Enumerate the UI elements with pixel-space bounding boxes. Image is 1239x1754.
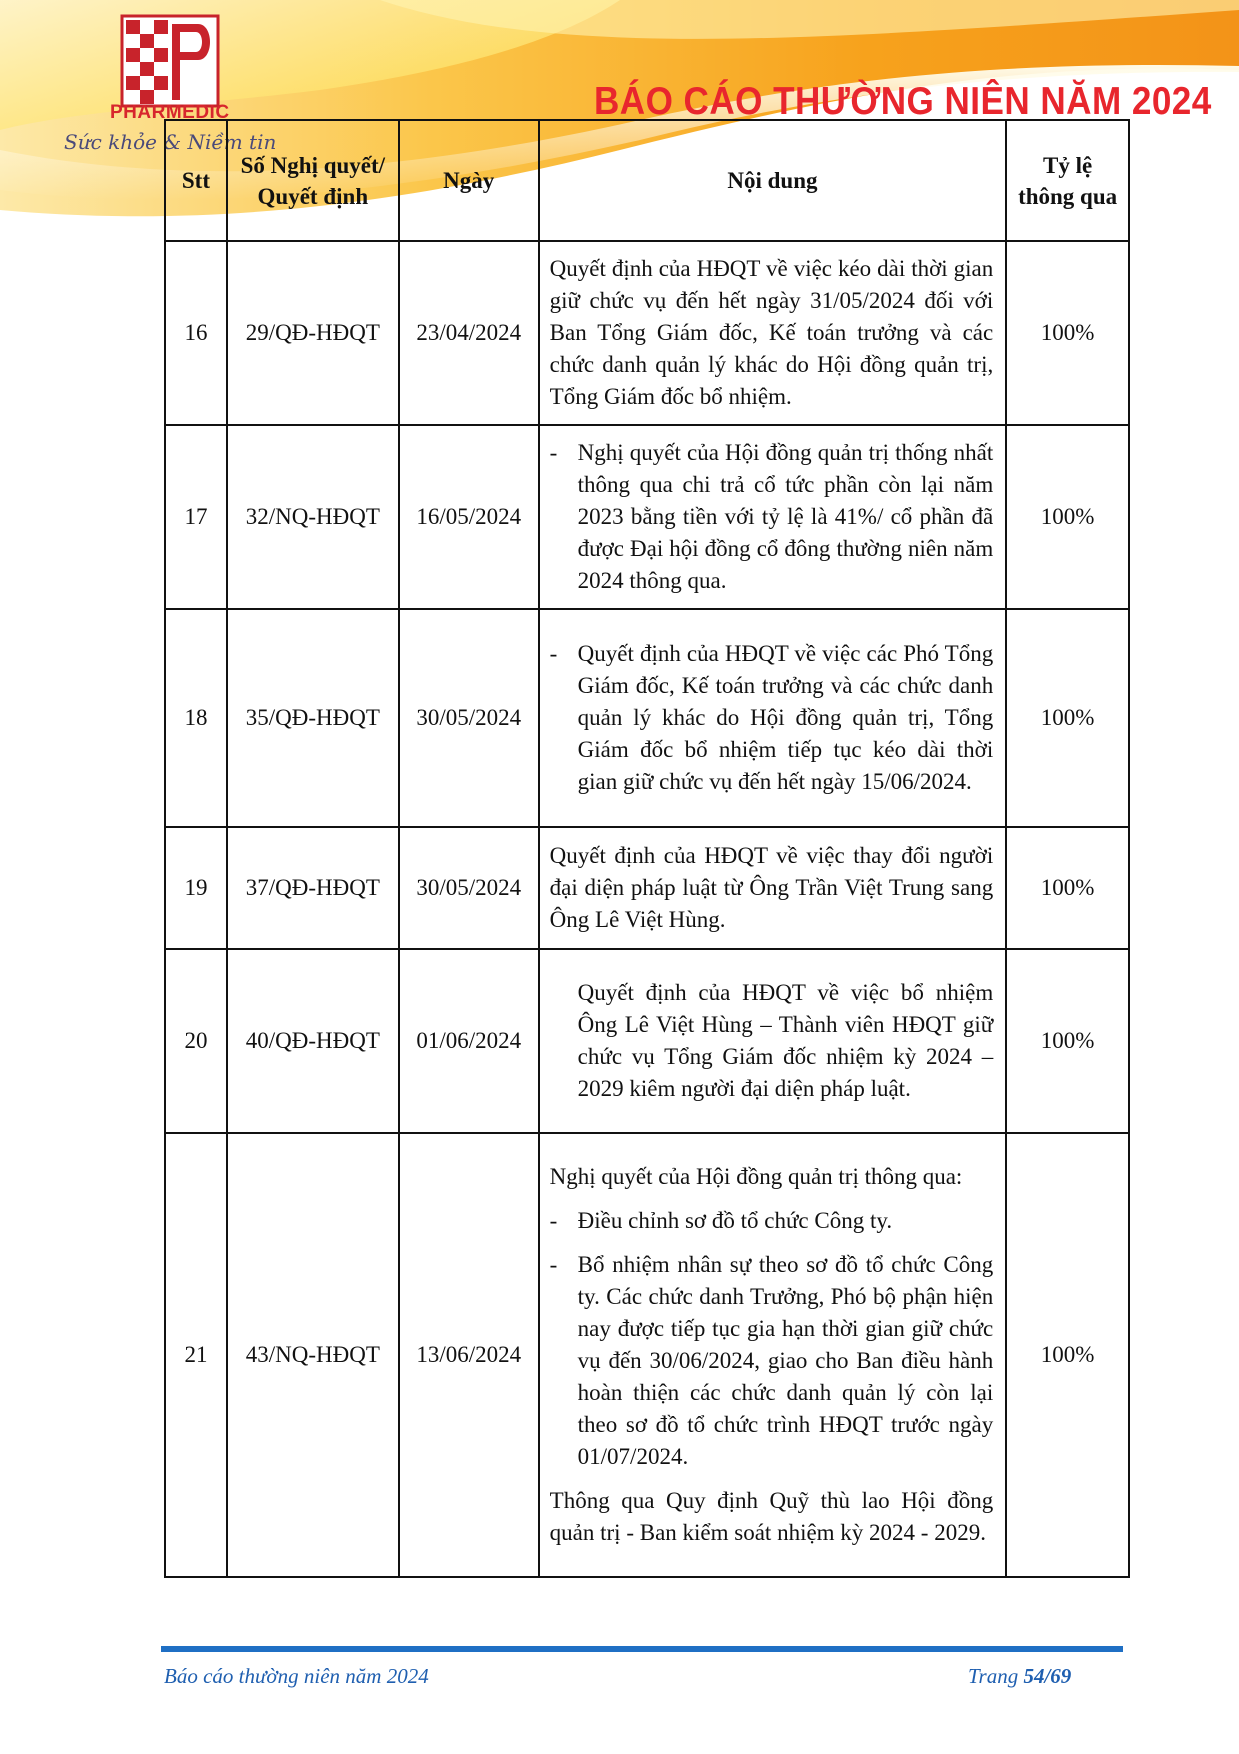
cell-stt: 18 <box>165 609 227 827</box>
cell-content <box>539 241 1007 425</box>
table-header-row <box>165 120 1129 241</box>
cell-content <box>539 949 1007 1133</box>
table-row <box>165 827 1129 949</box>
bullet-text: Nghị quyết của Hội đồng quản trị thống nhất thông qua chi trả cổ tức phần còn lại năm 2023 bằng tiền với tỷ lệ là 41%/ cổ phần đã được Đại hội đồng cổ đông thường niên năm 2024 thông qua. <box>577 440 994 593</box>
cell-date: 30/05/2024 <box>399 609 539 827</box>
content-bullet <box>550 437 994 597</box>
bullet-dash: - <box>549 641 558 666</box>
cell-approval-rate: 100% <box>1006 241 1129 425</box>
bullet-text: Bổ nhiệm nhân sự theo sơ đồ tổ chức Công ty. Các chức danh Trưởng, Phó bộ phận hiện nay được tiếp tục gia hạn thời gian giữ chức vụ đến 30/06/2024, giao cho Ban điều hành hoàn thiện các chức danh quản lý còn lại theo sơ đồ tổ chức trình HĐQT trước ngày 01/07/2024. <box>577 1252 994 1469</box>
bullet-dash: - <box>549 1208 558 1233</box>
report-title: BÁO CÁO THƯỜNG NIÊN NĂM 2024 <box>594 80 1212 123</box>
cell-date: 01/06/2024 <box>399 949 539 1133</box>
table-row <box>165 1133 1129 1577</box>
header-approval-rate: Tỷ lệ thông qua <box>1006 120 1129 241</box>
cell-resolution-number: 40/QĐ-HĐQT <box>227 949 399 1133</box>
bullet-dash: - <box>549 1252 558 1277</box>
cell-approval-rate: 100% <box>1006 425 1129 609</box>
content-intro: Nghị quyết của Hội đồng quản trị thông qua: <box>549 1164 963 1189</box>
content-bullet <box>550 1205 994 1237</box>
cell-resolution-number: 37/QĐ-HĐQT <box>227 827 399 949</box>
cell-approval-rate: 100% <box>1006 949 1129 1133</box>
cell-stt: 16 <box>165 241 227 425</box>
cell-resolution-number: 32/NQ-HĐQT <box>227 425 399 609</box>
content-text: Quyết định của HĐQT về việc bổ nhiệm Ông Lê Việt Hùng – Thành viên HĐQT giữ chức vụ Tổng Giám đốc nhiệm kỳ 2024 – 2029 kiêm người đại diện pháp luật. <box>577 980 994 1101</box>
cell-content <box>539 827 1007 949</box>
content-bullet <box>550 638 994 798</box>
cell-approval-rate: 100% <box>1006 609 1129 827</box>
footer-rule <box>161 1646 1123 1652</box>
bullet-dash: - <box>549 440 558 465</box>
cell-resolution-number: 35/QĐ-HĐQT <box>227 609 399 827</box>
cell-resolution-number: 43/NQ-HĐQT <box>227 1133 399 1577</box>
brand-tagline: Sức khỏe & Niềm tin <box>64 130 277 154</box>
cell-date: 23/04/2024 <box>399 241 539 425</box>
table-row <box>165 949 1129 1133</box>
content-text: Quyết định của HĐQT về việc kéo dài thời gian giữ chức vụ đến hết ngày 31/05/2024 đối với Ban Tổng Giám đốc, Kế toán trưởng và các chức danh quản lý khác do Hội đồng quản trị, Tổng Giám đốc bổ nhiệm. <box>549 256 994 409</box>
header-stt: Stt <box>165 120 227 241</box>
bullet-text: Quyết định của HĐQT về việc các Phó Tổng Giám đốc, Kế toán trưởng và các chức danh quản lý khác do Hội đồng quản trị, Tổng Giám đốc bổ nhiệm tiếp tục kéo dài thời gian giữ chức vụ đến hết ngày 15/06/2024. <box>577 641 994 794</box>
table-row <box>165 425 1129 609</box>
brand-name: PHARMEDIC <box>110 102 230 123</box>
cell-stt: 17 <box>165 425 227 609</box>
header-resolution-number: Số Nghị quyết/ Quyết định <box>227 120 399 241</box>
cell-date: 16/05/2024 <box>399 425 539 609</box>
cell-stt: 19 <box>165 827 227 949</box>
header-content: Nội dung <box>539 120 1007 241</box>
cell-stt: 21 <box>165 1133 227 1577</box>
header-date: Ngày <box>399 120 539 241</box>
cell-date: 30/05/2024 <box>399 827 539 949</box>
table-row <box>165 609 1129 827</box>
cell-content <box>539 609 1007 827</box>
cell-approval-rate: 100% <box>1006 827 1129 949</box>
content-text: Quyết định của HĐQT về việc thay đổi người đại diện pháp luật từ Ông Trần Việt Trung sang Ông Lê Việt Hùng. <box>549 843 994 932</box>
footer-page-number: 54/69 <box>1023 1664 1072 1688</box>
cell-content <box>539 425 1007 609</box>
cell-stt: 20 <box>165 949 227 1133</box>
resolutions-table <box>164 119 1130 1578</box>
cell-date: 13/06/2024 <box>399 1133 539 1577</box>
pharmedic-logo <box>120 14 220 108</box>
cell-content <box>539 1133 1007 1577</box>
content-outro: Thông qua Quy định Quỹ thù lao Hội đồng quản trị - Ban kiểm soát nhiệm kỳ 2024 - 2029. <box>549 1488 994 1545</box>
footer-page-indicator <box>968 1664 1071 1689</box>
bullet-text: Điều chỉnh sơ đồ tổ chức Công ty. <box>577 1208 893 1233</box>
cell-approval-rate: 100% <box>1006 1133 1129 1577</box>
footer-report-name: Báo cáo thường niên năm 2024 <box>164 1664 429 1688</box>
content-bullet <box>550 1249 994 1473</box>
footer-page-label: Trang <box>968 1664 1019 1688</box>
table-row <box>165 241 1129 425</box>
cell-resolution-number: 29/QĐ-HĐQT <box>227 241 399 425</box>
